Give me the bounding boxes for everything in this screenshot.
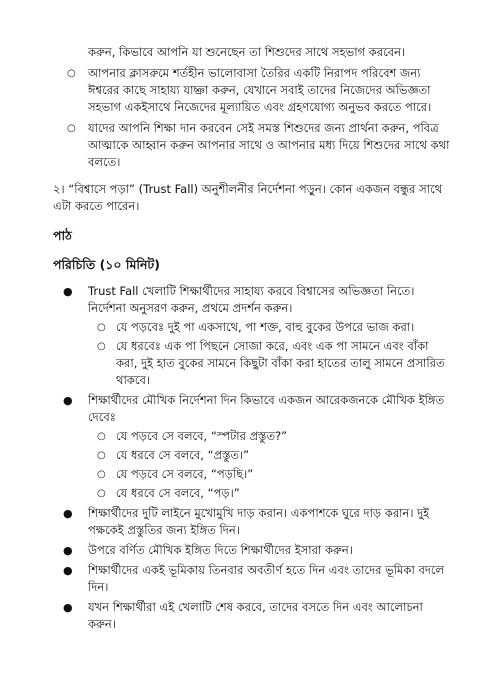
list-item: ○ আপনার ক্লাসরুমে শর্তহীন ভালোবাসা তৈরির একটি নিরাপদ পরিবেশ জন্য ঈশ্বরের কাছে সাহায্য যাচ্ঞা করুন, যেখানে সবাই তাদের নিজেদের অভিজ্ঞতা সহভাগ একইসাথে নিজেদের মূল্যায়িত এবং গ্রহণযোগ্য অনুভব করতে পারে।	[67, 66, 432, 114]
nested-list	[88, 319, 451, 389]
top-sub-list	[56, 65, 451, 171]
list-item: ○ যে পড়বে সে বলবে, “পড়ছি।”	[97, 467, 254, 481]
bullet-icon: ●	[63, 507, 73, 520]
circle-bullet-icon: ○	[67, 123, 76, 134]
list-item: ○ যে ধরবে সে বলবে, “পড়।”	[97, 486, 240, 500]
intro-list	[56, 283, 451, 633]
list-item: ○ যে ধরবে সে বলবে, “প্রস্তুত।”	[97, 448, 250, 462]
list-item: ● শিক্ষার্থীদের একই ভূমিকায় তিনবার অবতীর্ণ হতে দিন এবং তাদের ভূমিকা বদলে দিন।	[63, 563, 445, 594]
list-item: ● যখন শিক্ষার্থীরা এই খেলাটি শেষ করবে, তাদের বসতে দিন এবং আলোচনা করুন।	[63, 600, 423, 631]
list-item: ● Trust Fall খেলাটি শিক্ষার্থীদের সাহায্য করবে বিশ্বাসের অভিজ্ঞতা নিতে। নির্দেশনা অনুসরণ করুন, প্রথমে প্রদর্শন করুন। ○ যে পড়বেঃ দুই পা একসাথে, পা শক্ত, বাহু বুকের উপরে ভাজ করা। ○ যে ধরবেঃ এক পা পিছনে সোজা করে, এবং এক পা সামনে এবং বাঁকা করা, দুই হাত বুকের সামনে কিছুটা বাঁকা করা হাতের তালু সামনে প্রসারিত থাকবে।	[56, 283, 451, 389]
nested-list	[88, 428, 451, 502]
circle-bullet-icon: ○	[67, 68, 76, 79]
bullet-icon: ●	[63, 544, 73, 557]
list-item: ● উপরে বর্ণিত মৌখিক ইঙ্গিত দিতে শিক্ষার্থীদের ইসারা করুন।	[63, 543, 353, 557]
circle-bullet-icon: ○	[97, 431, 106, 442]
list-item: ● শিক্ষার্থীদের মৌখিক নির্দেশনা দিন কিভাবে একজন আরেকজনকে মৌখিক ইঙ্গিত দেবেঃ ○ যে পড়বে সে বলবে, “স্পটার প্রস্তুত?” ○ যে ধরবে সে বলবে, “প্রস্তুত।” ○ যে পড়বে সে বলবে, “পড়ছি।” ○ যে ধরবে সে বলবে, “পড়।”	[56, 392, 451, 502]
list-item: ● শিক্ষার্থীদের দুটি লাইনে মুখোমুখি দাড় করান। একপাশকে ঘুরে দাড় করান। দুই পক্ষকেই প্রস্তুতির জন্য ইঙ্গিত দিন।	[63, 506, 430, 537]
circle-bullet-icon: ○	[97, 341, 106, 352]
circle-bullet-icon: ○	[97, 450, 106, 461]
circle-bullet-icon: ○	[97, 322, 106, 333]
step-2-text: ২। “বিশ্বাসে পড়া” (Trust Fall) অনুশীলনীর নির্দেশনা পড়ুন। কোন একজন বন্ধুর সাথে এটা করতে পারেন।	[53, 182, 443, 213]
intro-heading: পরিচিতি (১০ মিনিট)	[53, 257, 160, 272]
bullet-icon: ●	[63, 394, 73, 407]
bullet-icon: ●	[63, 564, 73, 577]
circle-bullet-icon: ○	[97, 488, 106, 499]
circle-bullet-icon: ○	[97, 469, 106, 480]
bullet-icon: ●	[63, 601, 73, 614]
list-item: ○ যে পড়বে সে বলবে, “স্পটার প্রস্তুত?”	[97, 429, 288, 443]
list-item: ○ যে ধরবেঃ এক পা পিছনে সোজা করে, এবং এক পা সামনে এবং বাঁকা করা, দুই হাত বুকের সামনে কিছুটা বাঁকা করা হাতের তালু সামনে প্রসারিত থাকবে।	[97, 339, 445, 387]
lesson-heading: পাঠ	[53, 228, 72, 243]
list-item: ○ যে পড়বেঃ দুই পা একসাথে, পা শক্ত, বাহু বুকের উপরে ভাজ করা।	[97, 320, 415, 334]
bullet-icon: ●	[63, 285, 73, 298]
list-item: ○ যাদের আপনি শিক্ষা দান করবেন সেই সমস্ত শিশুদের জন্য প্রার্থনা করুন, পবিত্র আত্মাকে আহ্বান করুন আপনার সাথে ও আপনার মধ্য দিয়ে শিশুদের সাথে কথা বলতে।	[67, 121, 450, 169]
continuation-text: করুন, কিভাবে আপনি যা শুনেছেন তা শিশুদের সাথে সহভাগ করবেন।	[88, 45, 406, 59]
